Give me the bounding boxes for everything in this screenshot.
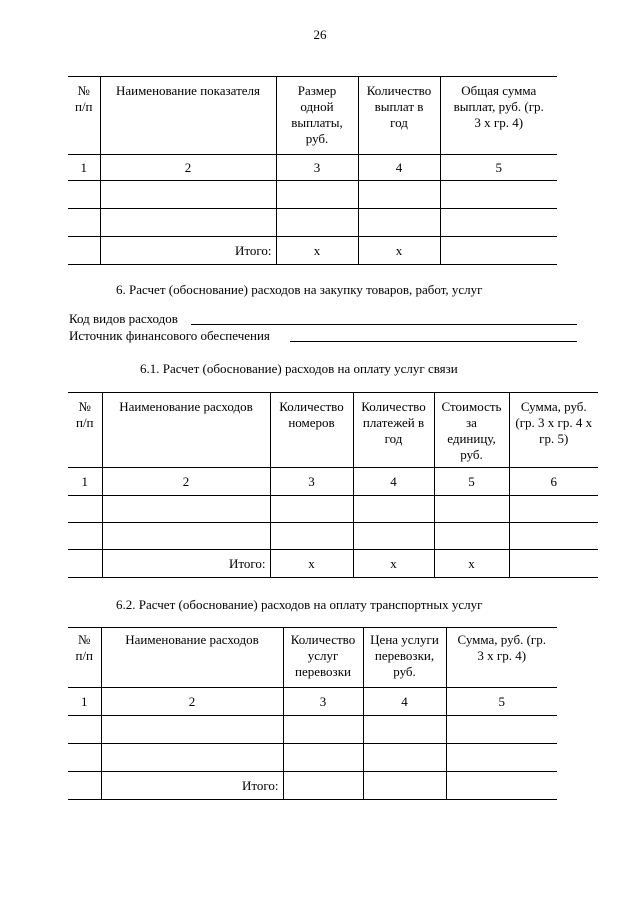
header-unit-cost: Стоимость за единицу, руб. — [434, 393, 509, 468]
total-cell-4: x — [358, 237, 440, 265]
transport-services-table — [68, 627, 557, 800]
table-row — [68, 716, 557, 744]
header-sum: Сумма, руб. (гр. 3 x гр. 4) — [446, 628, 557, 688]
payments-table — [68, 76, 557, 265]
header-payment-size: Размер одной выплаты, руб. — [276, 77, 358, 155]
expense-code-label: Код видов расходов — [69, 311, 178, 326]
col-number-1: 1 — [68, 688, 101, 716]
col-number-1: 1 — [68, 468, 102, 496]
col-number-4: 4 — [358, 155, 440, 181]
col-number-1: 1 — [68, 155, 100, 181]
section-6-2-heading: 6.2. Расчет (обоснование) расходов на оплату транспортных услуг — [116, 597, 483, 612]
header-expense-name: Наименование расходов — [101, 628, 283, 688]
header-number: № п/п — [68, 628, 101, 688]
total-cell-4: x — [353, 550, 434, 578]
total-label: Итого: — [102, 550, 270, 578]
col-number-2: 2 — [100, 155, 276, 181]
table-row — [68, 209, 557, 237]
header-sum: Сумма, руб. (гр. 3 x гр. 4 x гр. 5) — [509, 393, 598, 468]
header-payments-count: Количество выплат в год — [358, 77, 440, 155]
col-number-3: 3 — [270, 468, 353, 496]
header-total-sum: Общая сумма выплат, руб. (гр. 3 x гр. 4) — [440, 77, 557, 155]
col-number-3: 3 — [276, 155, 358, 181]
funding-source-line — [290, 341, 577, 342]
total-label: Итого: — [101, 772, 283, 800]
col-number-5: 5 — [446, 688, 557, 716]
table-row — [68, 181, 557, 209]
col-number-4: 4 — [353, 468, 434, 496]
total-label: Итого: — [100, 237, 276, 265]
total-cell-3: x — [270, 550, 353, 578]
header-transport-count: Количество услуг перевозки — [283, 628, 363, 688]
table-row — [68, 744, 557, 772]
table-row — [68, 523, 598, 550]
section-6-1-heading: 6.1. Расчет (обоснование) расходов на оплату услуг связи — [140, 361, 458, 376]
header-expense-name: Наименование расходов — [102, 393, 270, 468]
col-number-2: 2 — [101, 688, 283, 716]
col-number-3: 3 — [283, 688, 363, 716]
communication-services-table — [68, 392, 598, 578]
col-number-6: 6 — [509, 468, 598, 496]
col-number-2: 2 — [102, 468, 270, 496]
expense-code-line — [191, 324, 577, 325]
section-6-heading: 6. Расчет (обоснование) расходов на закупку товаров, работ, услуг — [116, 282, 483, 297]
header-number: № п/п — [68, 77, 100, 155]
header-transport-price: Цена услуги перевозки, руб. — [363, 628, 446, 688]
funding-source-label: Источник финансового обеспечения — [69, 328, 270, 343]
total-cell-3: x — [276, 237, 358, 265]
col-number-5: 5 — [434, 468, 509, 496]
header-payments-per-year: Количество платежей в год — [353, 393, 434, 468]
table-row — [68, 496, 598, 523]
page-number: 26 — [313, 27, 327, 42]
header-indicator-name: Наименование показателя — [100, 77, 276, 155]
total-cell-5: x — [434, 550, 509, 578]
col-number-4: 4 — [363, 688, 446, 716]
header-number: № п/п — [68, 393, 102, 468]
col-number-5: 5 — [440, 155, 557, 181]
header-numbers-count: Количество номеров — [270, 393, 353, 468]
